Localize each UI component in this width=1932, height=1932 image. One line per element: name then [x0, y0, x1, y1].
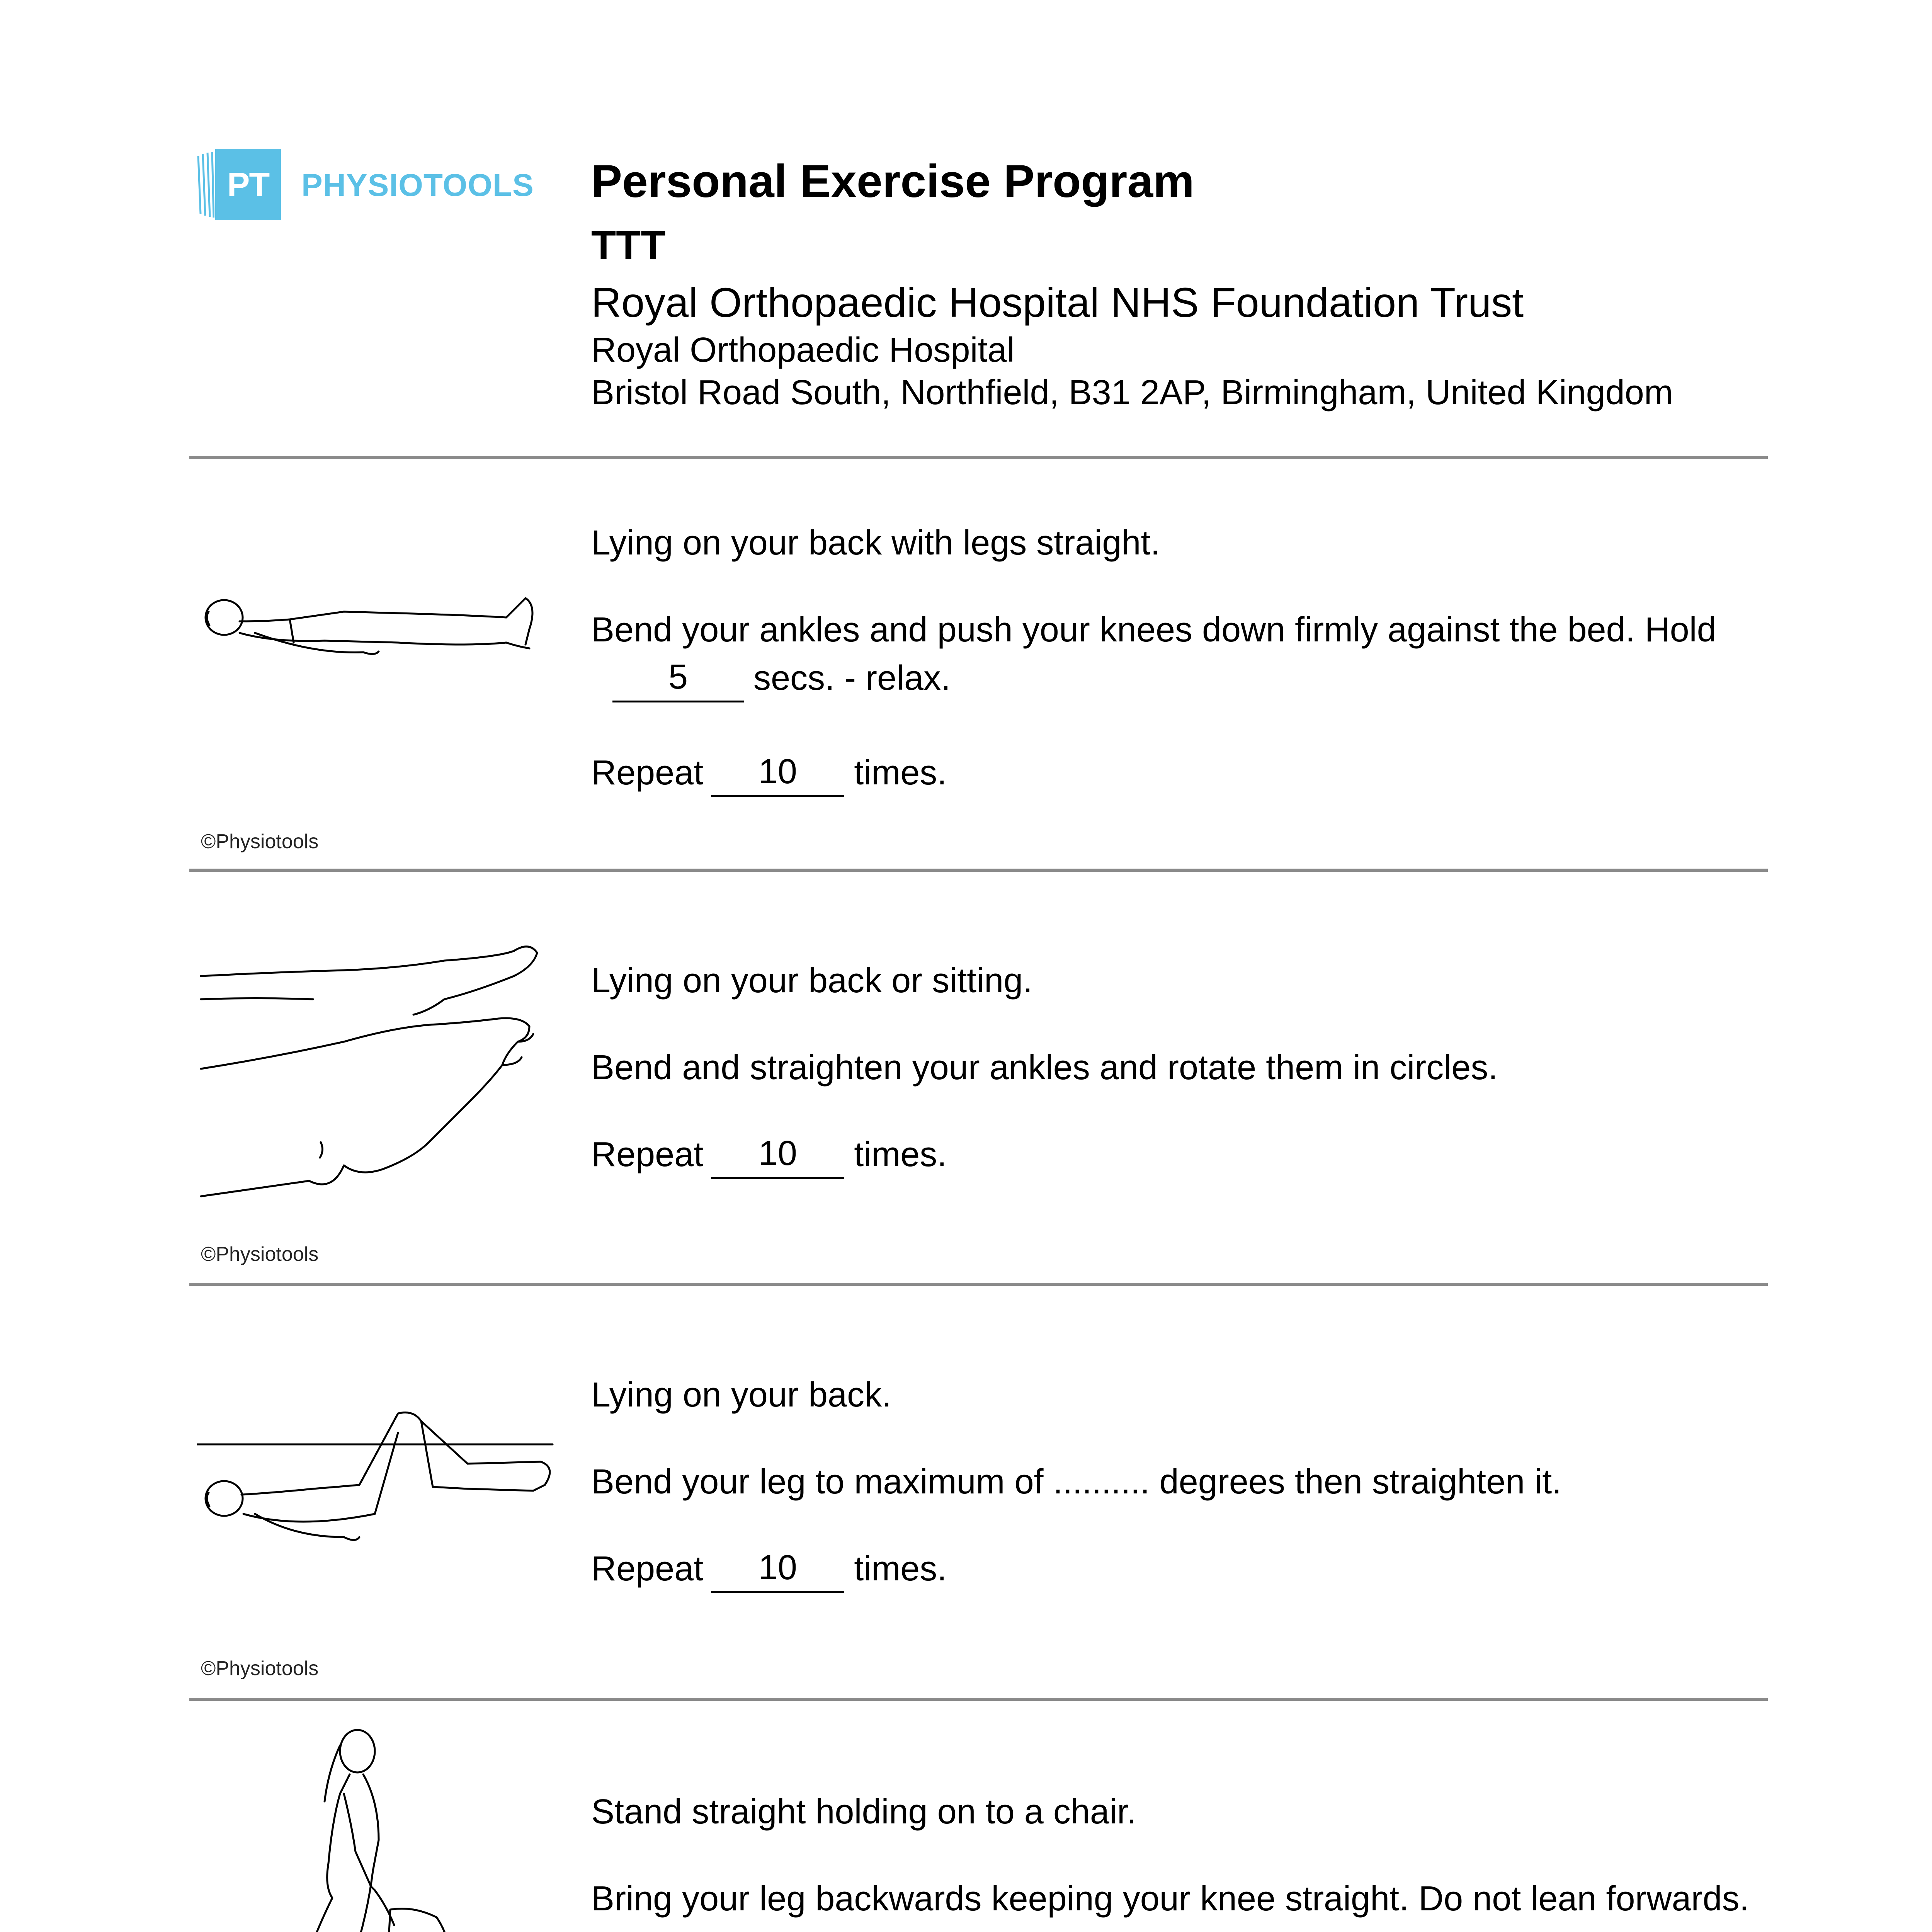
exercise-3: [189, 1286, 1768, 1698]
exercise-3-line2: Bend your leg to maximum of .......... degrees then straighten it.: [591, 1463, 1562, 1501]
exercise-3-repeat: [591, 1545, 1768, 1593]
copyright-label: ©Physiotools: [201, 1657, 319, 1680]
logo-stripes-icon: [195, 152, 214, 218]
repeat-label: Repeat: [591, 1135, 704, 1174]
physiotools-logo: [195, 149, 543, 222]
exercise-1-repeat: [591, 749, 1768, 797]
exercise-2-instructions: [591, 957, 1768, 1218]
exercise-4-line1: Stand straight holding on to a chair.: [591, 1793, 1136, 1831]
exercise-3-instructions: [591, 1371, 1768, 1632]
repeat-suffix: times.: [854, 1549, 947, 1588]
exercise-2: [189, 872, 1768, 1283]
site-address: Bristol Road South, Northfield, B31 2AP, Birmingham, United Kingdom: [591, 373, 1673, 412]
exercise-divider: [189, 869, 1768, 872]
repeat-suffix: times.: [854, 753, 947, 792]
exercise-4-line2: Bring your leg backwards keeping your knee straight. Do not lean forwards.: [591, 1879, 1749, 1918]
repeat-count-field: 10: [711, 749, 844, 797]
standing-chair-hip-extension-figure-icon: [197, 1724, 560, 1932]
hold-seconds-field: 5: [612, 654, 744, 702]
exercise-3-line1: Lying on your back.: [591, 1376, 892, 1414]
exercise-4-instructions: [591, 1788, 1768, 1932]
exercise-1-line2-text: Bend your ankles and push your knees down firmly against the bed. Hold: [591, 611, 1716, 649]
exercise-1-line1: Lying on your back with legs straight.: [591, 524, 1160, 562]
lying-knee-bend-figure-icon: [197, 1410, 560, 1688]
exercise-1-line2: [591, 606, 1768, 702]
logo-text: PHYSIOTOOLS: [301, 168, 534, 203]
repeat-suffix: times.: [854, 1135, 947, 1174]
program-code: TTT: [591, 223, 666, 268]
copyright-label: ©Physiotools: [201, 1243, 319, 1265]
exercise-2-repeat: [591, 1131, 1768, 1179]
exercise-4: [189, 1701, 1768, 1932]
copyright-label: ©Physiotools: [201, 830, 319, 853]
header-divider: [189, 456, 1768, 459]
repeat-label: Repeat: [591, 753, 704, 792]
logo-mark: PT: [215, 149, 281, 220]
lying-supine-figure-icon: [197, 575, 560, 853]
exercise-2-line1: Lying on your back or sitting.: [591, 961, 1033, 1000]
exercise-1: [189, 459, 1768, 869]
repeat-count-field: 10: [711, 1545, 844, 1593]
exercise-divider: [189, 1283, 1768, 1286]
hold-suffix: secs. - relax.: [753, 659, 951, 697]
exercise-2-line2: Bend and straighten your ankles and rotate them in circles.: [591, 1048, 1498, 1087]
organization-name: Royal Orthopaedic Hospital NHS Foundation Trust: [591, 279, 1524, 326]
site-name: Royal Orthopaedic Hospital: [591, 331, 1015, 369]
feet-ankle-pump-icon: [197, 926, 560, 1204]
repeat-label: Repeat: [591, 1549, 704, 1588]
exercise-1-instructions: [591, 519, 1768, 836]
page-title: Personal Exercise Program: [591, 155, 1194, 207]
exercise-divider: [189, 1698, 1768, 1701]
repeat-count-field: 10: [711, 1131, 844, 1179]
